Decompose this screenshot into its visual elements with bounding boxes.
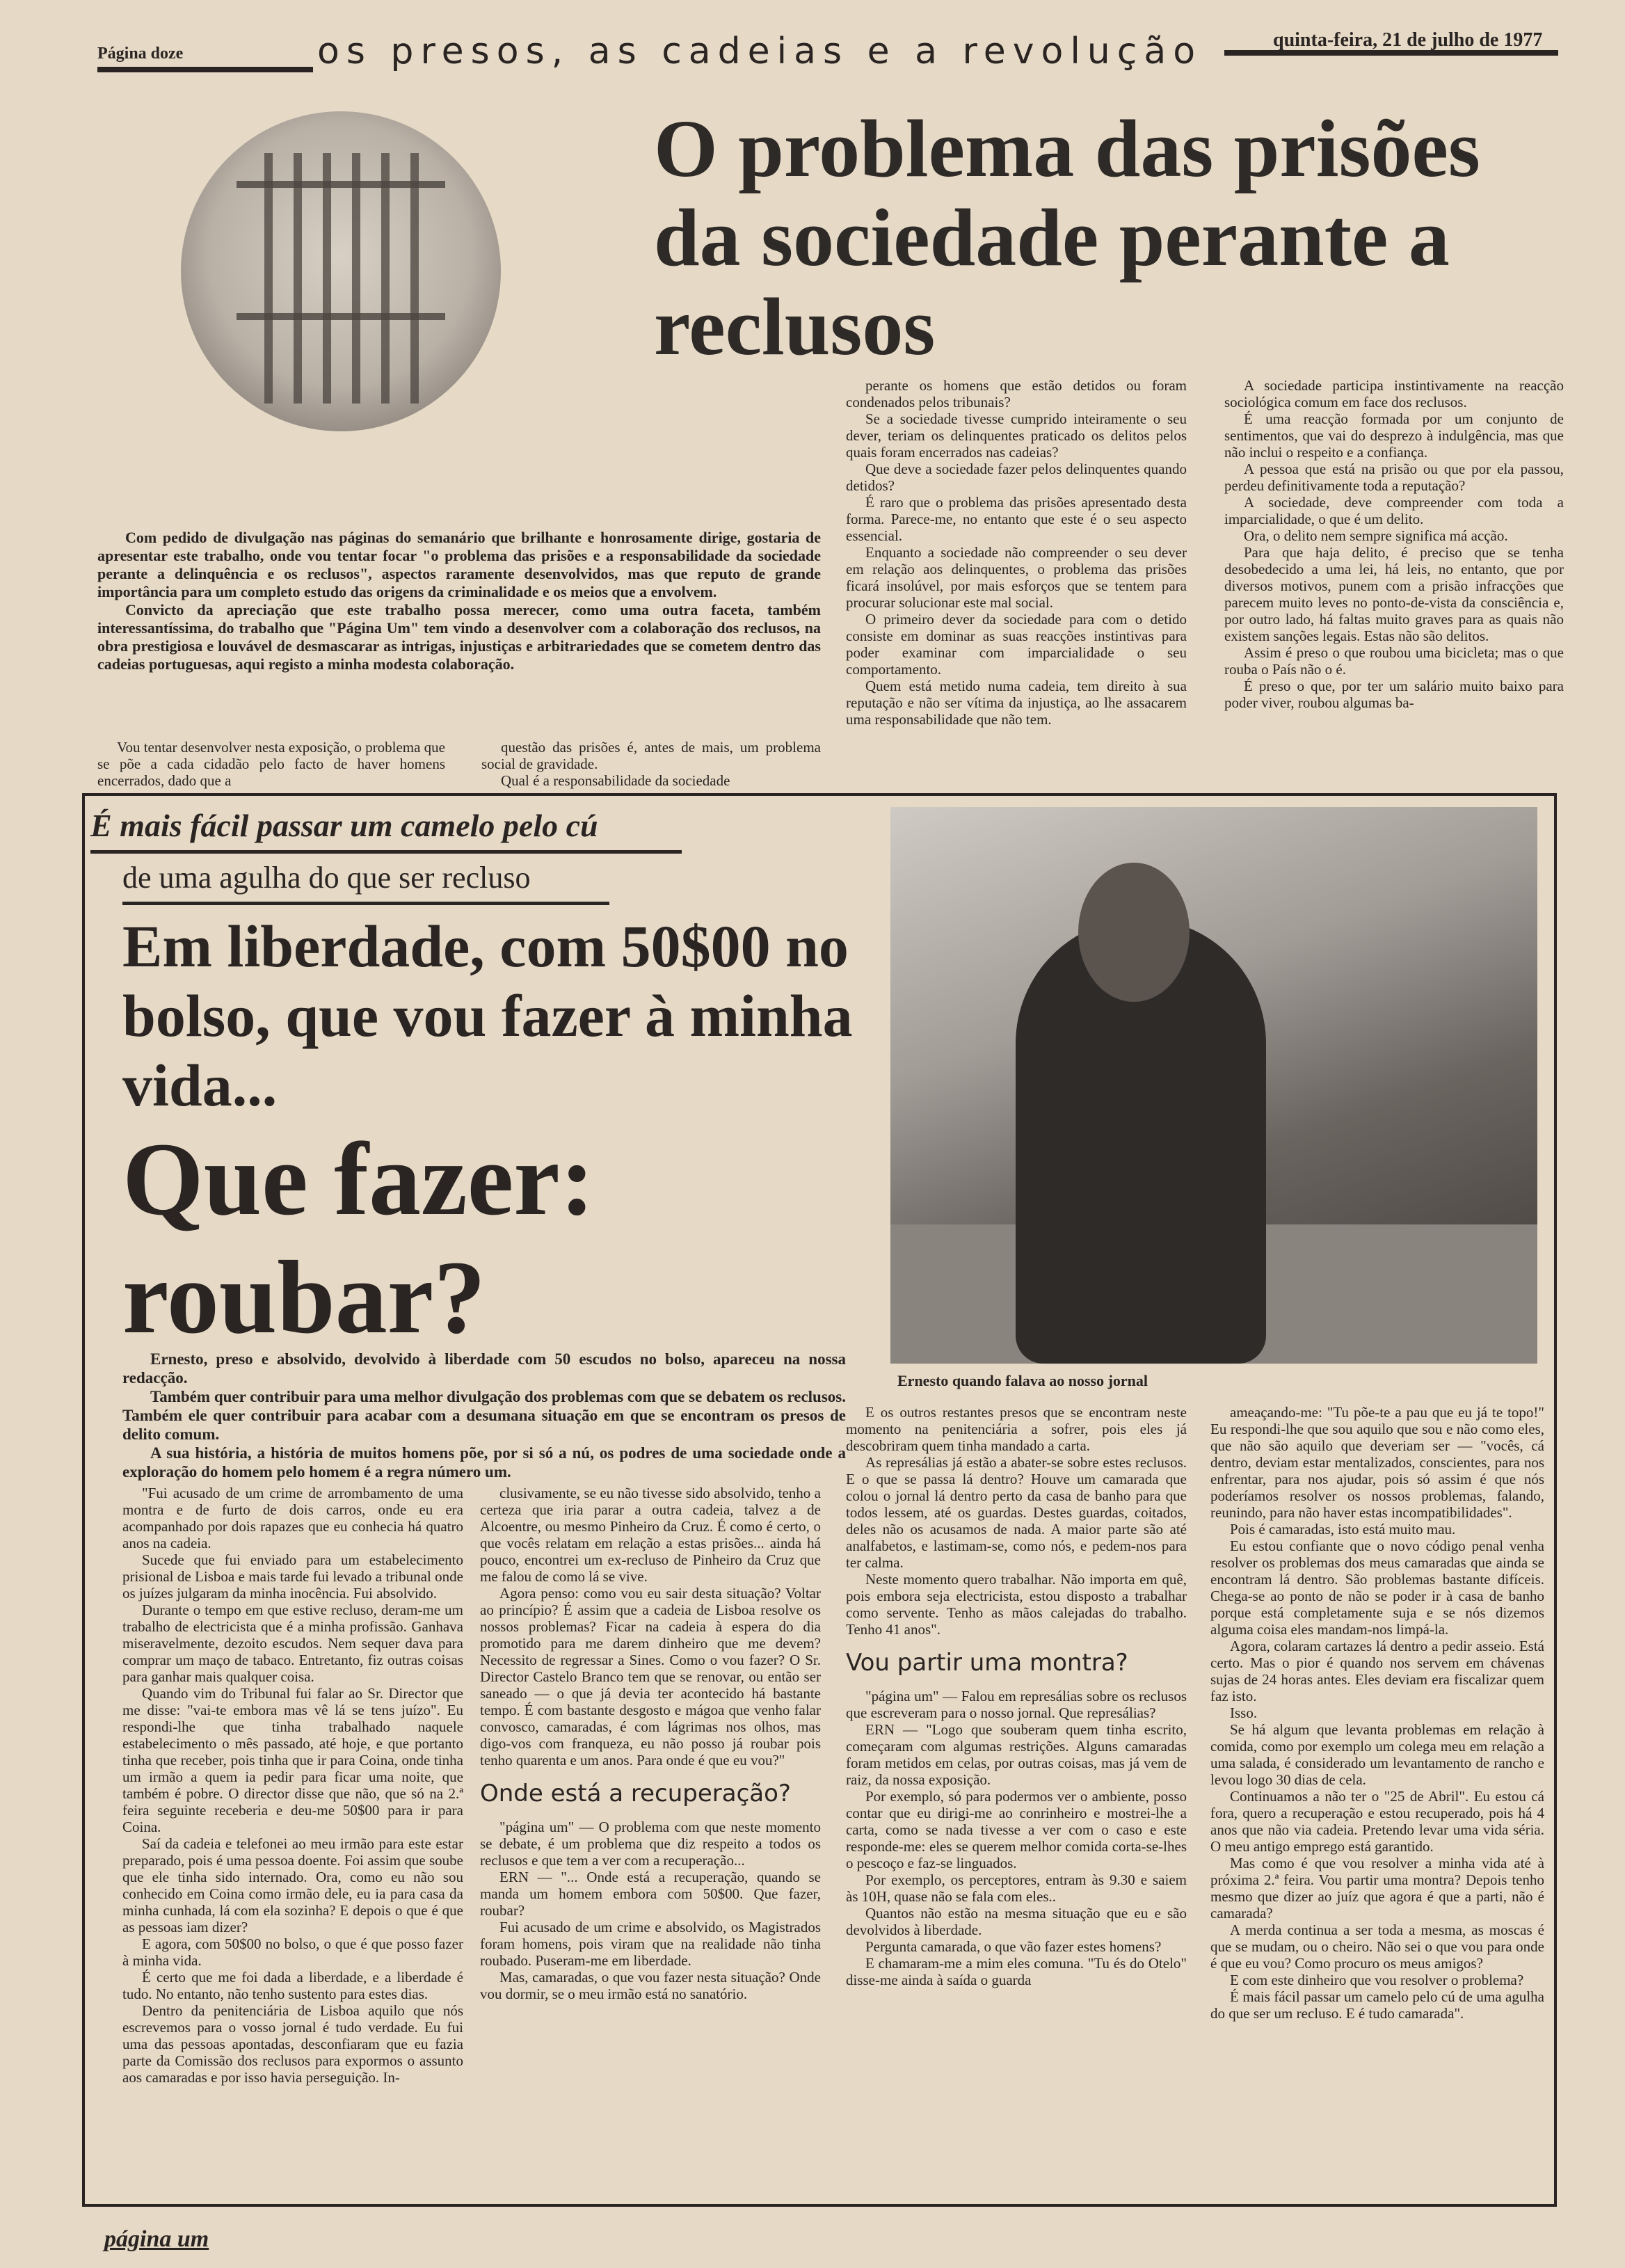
- newspaper-logo: página um: [104, 2226, 209, 2252]
- paragraph: É preso o que, por ter um salário muito baixo para poder viver, roubou algumas ba-: [1224, 678, 1564, 711]
- paragraph: E agora, com 50$00 no bolso, o que é que posso fazer à minha vida.: [122, 1935, 463, 1969]
- paragraph: Por exemplo, só para podermos ver o ambiente, posso contar que eu dirigi-me ao conrinheiro e mostrei-lhe a carta, como se nada tivesse a ver com o caso e este responde-me: eles se querem melhor comida corta-se-lhes o pescoço e faz-se linguados.: [846, 1788, 1187, 1871]
- paragraph: E com este dinheiro que vou resolver o problema?: [1230, 1972, 1524, 1988]
- subhead-montra: Vou partir uma montra?: [846, 1649, 1128, 1677]
- paragraph: Dentro da penitenciária de Lisboa aquilo que nós escrevemos para o vosso jornal é tudo verdade. Eu fui uma das pessoas apontadas, desconfiaram que eu fazia parte da Comissão dos reclusos para expormos o assunto aos camaradas e por isso havia perseguição. In-: [122, 2002, 463, 2086]
- paragraph: Pois é camaradas, isto está muito mau.: [1230, 1521, 1456, 1538]
- article2-kicker-1: É mais fácil passar um camelo pelo cú: [90, 808, 598, 843]
- issue-date: quinta-feira, 21 de julho de 1977: [1273, 29, 1543, 51]
- lede-paragraph: Também quer contribuir para uma melhor divulgação dos problemas com que se debatem os reclusos. Também ele quer contribuir para acabar com a desumana situação em que se encontram os presos de delito comum.: [122, 1388, 846, 1443]
- article2-headline-big: Que fazer: roubar?: [122, 1121, 595, 1355]
- subhead-recuperacao: Onde está a recuperação?: [480, 1780, 791, 1807]
- paragraph: A sociedade participa instintivamente na reacção sociológica comum em face dos reclusos.: [1224, 377, 1564, 410]
- paragraph: Mas como é que vou resolver a minha vida até à próxima 2.ª feira. Vou partir uma montra? Depois tenho mesmo que dizer ao juíz que agora é que a parti, não é camarada?: [1210, 1855, 1544, 1922]
- section-title: os presos, as cadeias e a revolução: [317, 31, 1203, 72]
- paragraph: Por exemplo, os perceptores, entram às 9.30 e saiem às 10H, quase não se fala com eles..: [846, 1871, 1187, 1905]
- article1-column-2: [481, 739, 821, 789]
- paragraph: Vou tentar desenvolver nesta exposição, o problema que se põe a cada cidadão pelo facto de haver homens encerrados, dado que a: [97, 739, 445, 789]
- paragraph: Se há algum que levanta problemas em relação à comida, como por exemplo um colega meu em relação a uma salada, é considerado um levantamento de rancho e levou logo 30 dias de cela.: [1210, 1721, 1544, 1788]
- paragraph: É certo que me foi dada a liberdade, e a liberdade é tudo. No entanto, não tenho sustento para estes dias.: [122, 1969, 463, 2002]
- paragraph: "página um" — Falou em represálias sobre os reclusos que escreveram para o nosso jornal. Que represálias?: [846, 1688, 1187, 1721]
- paragraph: Enquanto a sociedade não compreender o seu dever em relação aos delinquentes, o problema das prisões ficará insolúvel, por mais esforços que se tentem para procurar solucionar este mal social.: [846, 544, 1187, 611]
- paragraph: Agora penso: como vou eu sair desta situação? Voltar ao princípio? É assim que a cadeia de Lisboa resolve os nossos problemas? Ficar na cadeia à espera do dia promotido para me darem dinheiro que me devem? Necessito de regressar a Sines. Como o vou fazer? O Sr. Director Castelo Branco tem que se renovar, ou então ser saneado — o que já devia ter acontecido há bastante tempo. É com bastante desgosto e mágoa que venho falar convosco, camaradas, é com lágrimas nos olhos, mas digo-vos com franqueza, eu não posso já roubar pois tenho quarenta e um anos. Para onde é que eu vou?": [480, 1585, 821, 1768]
- paragraph: Isso.: [1230, 1704, 1258, 1721]
- paragraph: E os outros restantes presos que se encontram neste momento na penitenciária a sofrer, pois eles já descobriram quem tinha mandado a carta.: [846, 1404, 1187, 1454]
- paragraph: "Fui acusado de um crime de arrombamento de uma montra e de furto de dois carros, onde eu era acompanhado por dois rapazes que eu conhecia há quatro anos na cadeia.: [122, 1485, 463, 1551]
- paragraph: ERN — "... Onde está a recuperação, quando se manda um homem embora com 50$00. Que fazer, roubar?: [480, 1869, 821, 1919]
- paragraph: Agora, colaram cartazes lá dentro a pedir asseio. Está certo. Mas o pior é quando nos servem em chávenas sujas de 24 horas antes. Eles deviam era fiscalizar quem faz isto.: [1210, 1638, 1544, 1704]
- page-number: Página doze: [97, 45, 184, 63]
- paragraph: Quem está metido numa cadeia, tem direito à sua reputação e não ser vítima da injustiça, ao lhe assacarem uma responsabilidade que não tem.: [846, 678, 1187, 728]
- paragraph: As represálias já estão a abater-se sobre estes reclusos. E o que se passa lá dentro? Houve um camarada que colou o jornal lá dentro perto da casa de banho para que todos lessem, até os guardas. Destes guardas, coitados, deles não os acusamos de nada. A maior parte são até analfabetos, e lastimam-se, como nós, e pedem-nos para ter calma.: [846, 1454, 1187, 1571]
- article2-column-1: [122, 1485, 463, 2086]
- paragraph: O primeiro dever da sociedade para com o detido consiste em dominar as suas reacções instintivas para poder examinar com imparcialidade o seu comportamento.: [846, 611, 1187, 678]
- article1-column-4: [1224, 377, 1564, 711]
- intro-paragraph: Com pedido de divulgação nas páginas do semanário que brilhante e honrosamente dirige, gostaria de apresentar este trabalho, onde vou tentar focar "o problema das prisões e a responsabilidade da sociedade perante a delinquência e os reclusos", aspectos raramente desenvolvidos, mas que reputo de grande importância para um completo estudo das origens da criminalidade e os meios que a envolvem.: [97, 529, 821, 600]
- paragraph: "página um" — O problema com que neste momento se debate, é um problema que diz respeito a todos os reclusos e que tem a ver com a recuperação...: [480, 1819, 821, 1869]
- paragraph: E chamaram-me a mim eles comuna. "Tu és do Otelo" disse-me ainda à saída o guarda: [846, 1955, 1187, 1988]
- paragraph: Qual é a responsabilidade da sociedade: [501, 772, 730, 789]
- article2-column-2: [480, 1485, 821, 2002]
- paragraph: ameaçando-me: "Tu põe-te a pau que eu já te topo!" Eu respondi-lhe que sou aquilo que sou e não como eles, que não são aquilo que deveriam ser — "vocês, cá dentro, deviam estar mentalizados, conscientes, para nos enfrentar, para nos ajudar, pois só assim é que nós poderíamos resolver os nossos problemas, falando, reunindo, para não haver estas incompatibilidades".: [1210, 1404, 1544, 1521]
- paragraph: Ora, o delito nem sempre significa má acção.: [1244, 527, 1508, 544]
- article2-kicker-2: de uma agulha do que ser recluso: [122, 861, 531, 895]
- paragraph: Mas, camaradas, o que vou fazer nesta situação? Onde vou dormir, se o meu irmão está no sanatório.: [480, 1969, 821, 2002]
- paragraph: perante os homens que estão detidos ou foram condenados pelos tribunais?: [846, 377, 1187, 410]
- paragraph: Para que haja delito, é preciso que se tenha desobedecido a uma lei, há leis, no entanto, que por diversos motivos, punem com a prisão infracções que parecem muito leves no ponto-de-vista da consciência e, por outro lado, há faltas muito graves para as quais não existem sanções legais. Estas não são delitos.: [1224, 544, 1564, 644]
- paragraph: Assim é preso o que roubou uma bicicleta; mas o que rouba o País não o é.: [1224, 644, 1564, 678]
- kicker-rule: [122, 902, 609, 905]
- paragraph: A merda continua a ser toda a mesma, as moscas é que se mudam, ou o cheiro. Não sei o que vou para onde é que eu vou? Como procuro os meus amigos?: [1210, 1922, 1544, 1972]
- paragraph: Quantos não estão na mesma situação que eu e são devolvidos à liberdade.: [846, 1905, 1187, 1938]
- prison-window-photo: [181, 111, 501, 431]
- paragraph: Eu estou confiante que o novo código penal venha resolver os problemas dos meus camaradas que ainda se encontram lá dentro. São problemas bastante difíceis. Chega-se ao ponto de não se poder ir à casa de banho porque está completamente suja e se nós dizemos alguma coisa eles mandam-nos limpá-la.: [1210, 1538, 1544, 1638]
- paragraph: É mais fácil passar um camelo pelo cú de uma agulha do que ser um recluso. E é tudo camarada".: [1210, 1988, 1544, 2022]
- header-rule-left: [97, 67, 313, 72]
- lede-paragraph: A sua história, a história de muitos homens põe, por si só a nú, os podres de uma sociedade onde a exploração do homem pelo homem é a regra número um.: [122, 1444, 846, 1480]
- paragraph: questão das prisões é, antes de mais, um problema social de gravidade.: [481, 739, 821, 772]
- paragraph: É raro que o problema das prisões apresentado desta forma. Parece-me, no entanto que este é o seu aspecto essencial.: [846, 494, 1187, 544]
- article2-headline: Em liberdade, com 50$00 no bolso, que vou fazer à minha vida...: [122, 913, 853, 1119]
- interview-photo: [890, 807, 1537, 1364]
- paragraph: Saí da cadeia e telefonei ao meu irmão para este estar preparado, pois é uma pessoa doente. Foi assim que soube que ele tinha sido internado. Ora, como eu não sou conhecido em Coina como irmão dele, eu ia para casa da minha cunhada, lá com ela sozinha? E depois o que é que as pessoas iam dizer?: [122, 1835, 463, 1935]
- paragraph: clusivamente, se eu não tivesse sido absolvido, tenho a certeza que iria parar a outra cadeia, talvez a de Alcoentre, ou mesmo Pinheiro da Cruz. É como é certo, o que vocês relatam em relação a estas prisões... ainda há pouco, encontrei um ex-recluso de Pinheiro da Cruz que me falou de como lá se vive.: [480, 1485, 821, 1585]
- kicker-rule: [90, 850, 682, 854]
- article2-column-3: [846, 1404, 1187, 1988]
- paragraph: Durante o tempo em que estive recluso, deram-me um trabalho de electricista que é a minha profissão. Ganhava miseravelmente, dezoito escudos. Nem sequer dava para comprar um maço de tabaco. Entretanto, fiz outras coisas para ganhar mais qualquer coisa.: [122, 1602, 463, 1685]
- paragraph: Continuamos a não ter o "25 de Abril". Eu estou cá fora, quero a recuperação e estou recuperado, pois há 4 anos que não via cadeia. Pretendo levar uma vida séria. O meu antigo emprego está garantido.: [1210, 1788, 1544, 1855]
- article1-intro: [97, 529, 821, 673]
- article2-lede: [122, 1350, 846, 1481]
- paragraph: Sucede que fui enviado para um estabelecimento prisional de Lisboa e mais tarde fui levado a tribunal onde os juízes julgaram da minha inocência. Fui absolvido.: [122, 1551, 463, 1602]
- lede-paragraph: Ernesto, preso e absolvido, devolvido à liberdade com 50 escudos no bolso, apareceu na nossa redacção.: [122, 1350, 846, 1387]
- intro-paragraph: Convicto da apreciação que este trabalho possa merecer, como uma outra faceta, também interessantíssima, do trabalho que "Página Um" tem vindo a desenvolver com a colaboração dos reclusos, na obra prestigiosa e louvável de desmascarar as intrigas, injustiças e arbitrariedades que se cometem dentro das cadeias portuguesas, aqui registo a minha modesta colaboração.: [97, 601, 821, 673]
- paragraph: Quando vim do Tribunal fui falar ao Sr. Director que me disse: "vai-te embora mas vê lá se tens juízo". Eu respondi-lhe que tinha trabalhado naquele estabelecimento o mês passado, até hoje, e que portanto tinha que receber, pois tinha que ir para Coina, onde tinha um irmão a quem ia pedir para ficar uma noite, que também é pobre. O director disse que não, que só na 2.ª feira seguinte receberia e deu-me 50$00 para ir para Coina.: [122, 1685, 463, 1835]
- paragraph: É uma reacção formada por um conjunto de sentimentos, que vai do desprezo à indulgência, mas que não inclui o respeito e a confiança.: [1224, 410, 1564, 461]
- article1-column-1: [97, 739, 445, 789]
- article2-column-4: [1210, 1404, 1544, 2022]
- paragraph: ERN — "Logo que souberam quem tinha escrito, começaram com algumas restrições. Alguns camaradas foram metidos em celas, por outras coisas, mas já vem de raiz, da nossa exposição.: [846, 1721, 1187, 1788]
- paragraph: Pergunta camarada, o que vão fazer estes homens?: [865, 1938, 1162, 1955]
- paragraph: Neste momento quero trabalhar. Não importa em quê, pois embora seja electricista, estou disposto a trabalhar como servente. Tenho as mãos calejadas do trabalho. Tenho 41 anos".: [846, 1571, 1187, 1638]
- article1-column-3: [846, 377, 1187, 728]
- photo-caption: Ernesto quando falava ao nosso jornal: [897, 1372, 1148, 1389]
- paragraph: A pessoa que está na prisão ou que por ela passou, perdeu definitivamente toda a reputação?: [1224, 461, 1564, 494]
- paragraph: Se a sociedade tivesse cumprido inteiramente o seu dever, teriam os delinquentes praticado os delitos pelos quais foram encerrados nas cadeias?: [846, 410, 1187, 461]
- paragraph: A sociedade, deve compreender com toda a imparcialidade, o que é um delito.: [1224, 494, 1564, 527]
- paragraph: Fui acusado de um crime e absolvido, os Magistrados foram homens, pois viram que na realidade não tinha roubado. Puseram-me em liberdade.: [480, 1919, 821, 1969]
- article1-headline: O problema das prisões da sociedade perante a reclusos: [654, 103, 1480, 372]
- paragraph: Que deve a sociedade fazer pelos delinquentes quando detidos?: [846, 461, 1187, 494]
